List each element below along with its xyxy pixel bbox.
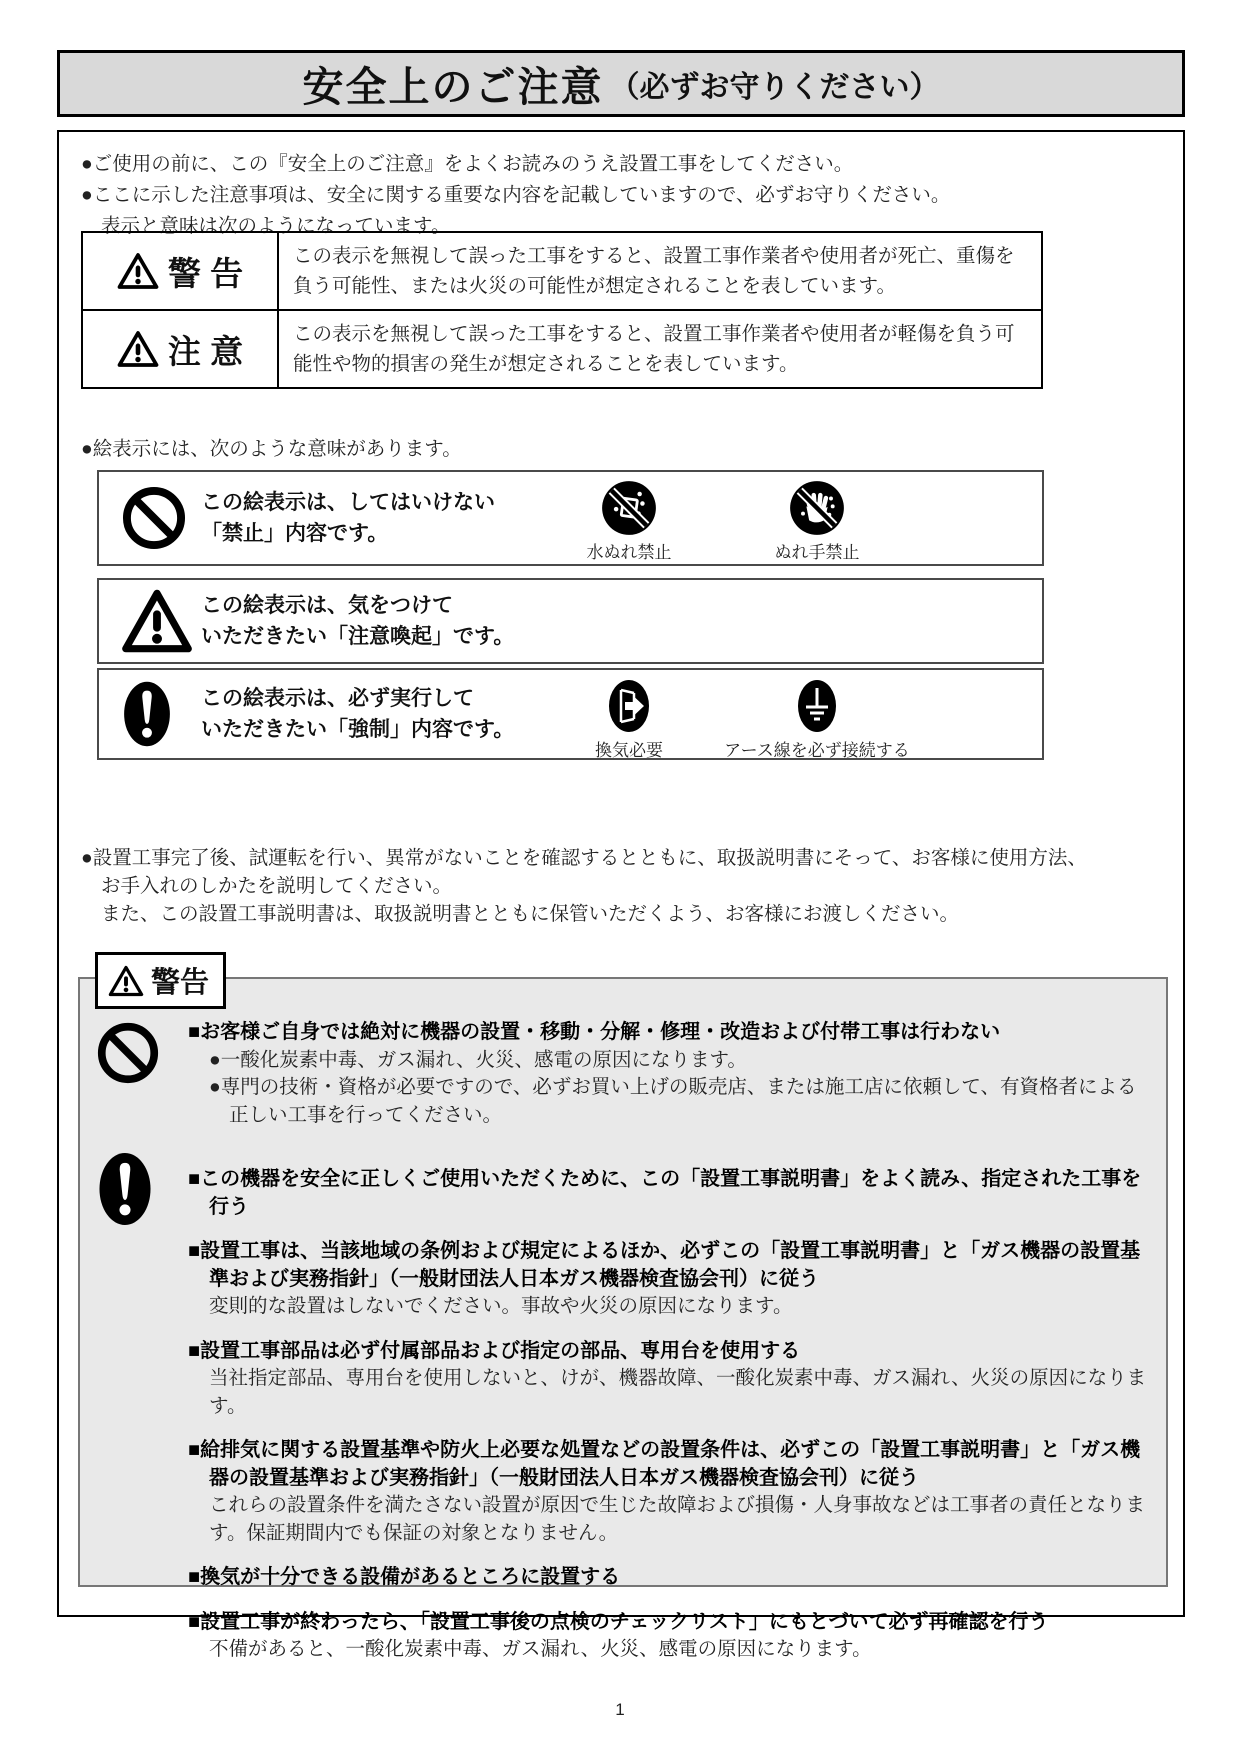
content-box (57, 130, 1185, 1660)
pictogram-box-prohibition (97, 470, 1044, 566)
warning-body (78, 977, 1168, 1660)
example-ventilation (554, 678, 704, 761)
intro-line: ●ここに示した注意事項は、安全に関する重要な内容を記載していますので、必ずお守りください。 (81, 184, 951, 206)
title-main: 安全上のご注意 (302, 64, 604, 110)
warning-item (188, 1338, 1148, 1421)
pictogram-box-caution (97, 578, 1044, 664)
warning-item-body: 当社指定部品、専用台を使用しないと、けが、機器故障、一酸化炭素中毒、ガス漏れ、火災の原因になります。 (209, 1367, 1147, 1417)
warning-item-heading: ■この機器を安全に正しくご使用いただくために、この「設置工事説明書」をよく読み、指定された工事を行う (188, 1168, 1142, 1218)
warning-item-body: これらの設置条件を満たさない設置が原因で生じた故障および損傷・人身事故などは工事者の責任となります。保証期間内でも保証の対象となりません。 (209, 1494, 1146, 1544)
page-number: 1 (615, 1700, 625, 1719)
pictogram-description: この絵表示は、気をつけて いただきたい「注意喚起」です。 (201, 594, 515, 648)
no-wet-hands-icon (717, 480, 917, 536)
warning-triangle-icon (121, 589, 193, 653)
warning-item-heading: ■設置工事部品は必ず付属部品および指定の部品、専用台を使用する (188, 1339, 801, 1362)
warning-item-bullet: ●専門の技術・資格が必要ですので、必ずお買い上げの販売店、または施工店に依頼して、有資格者による正しい工事を行ってください。 (209, 1076, 1137, 1126)
warning-header-label: 警告 (151, 967, 210, 999)
intro-line: 表示と意味は次のようになっています。 (101, 215, 451, 237)
prohibition-circle-icon (121, 485, 187, 551)
intro-paragraph (81, 149, 1151, 242)
signal-label: 注 意 (167, 332, 244, 370)
signal-description: この表示を無視して誤った工事をすると、設置工事作業者や使用者が死亡、重傷を負う可能性、または火災の可能性が想定されることを表しています。 (293, 245, 1015, 297)
warning-item (188, 1019, 1148, 1129)
prohibition-circle-icon (96, 1019, 188, 1129)
warning-item (188, 1238, 1148, 1321)
pictogram-intro: ●絵表示には、次のような意味があります。 (81, 438, 462, 460)
example-no-water (554, 480, 704, 563)
handover-paragraph (81, 844, 1161, 928)
pictogram-description: この絵表示は、してはいけない 「禁止」内容です。 (201, 491, 495, 545)
ventilation-required-icon (554, 678, 704, 734)
page-title (57, 50, 1185, 117)
warning-item-bullet: ●一酸化炭素中毒、ガス漏れ、火災、感電の原因になります。 (209, 1048, 747, 1071)
table-row (83, 309, 1041, 387)
warning-item-heading: ■設置工事は、当該地域の条例および規定によるほか、必ずこの「設置工事説明書」と「ガス機器の設置基準および実務指針」（一般財団法人日本ガス機器検査協会刊）に従う (188, 1240, 1141, 1290)
example-ground-wire (717, 678, 917, 761)
mandatory-exclamation-icon (96, 1149, 188, 1664)
warning-item-body: 不備があると、一酸化炭素中毒、ガス漏れ、火災、感電の原因になります。 (209, 1638, 872, 1660)
signal-description: この表示を無視して誤った工事をすると、設置工事作業者や使用者が軽傷を負う可能性や物的損害の発生が想定されることを表しています。 (293, 323, 1015, 375)
warning-triangle-icon (117, 252, 159, 290)
example-label: 換気必要 (595, 741, 663, 760)
title-sub: （必ずお守りください） (609, 70, 940, 104)
warning-item-heading: ■お客様ご自身では絶対に機器の設置・移動・分解・修理・改造および付帯工事は行わない (188, 1021, 1001, 1043)
warning-item-heading: ■給排気に関する設置基準や防火上必要な処置などの設置条件は、必ずこの「設置工事説明書」と「ガス機器の設置基準および実務指針」（一般財団法人日本ガス機器検査協会刊）に従う (188, 1439, 1141, 1489)
signal-word-table (81, 231, 1043, 389)
handover-line: また、この設置工事説明書は、取扱説明書とともに保管いただくよう、お客様にお渡しください。 (101, 903, 960, 925)
warning-triangle-icon (108, 965, 144, 997)
connect-ground-wire-icon (717, 678, 917, 734)
warning-item-body: 変則的な設置はしないでください。事故や火災の原因になります。 (209, 1295, 793, 1317)
example-label: ぬれ手禁止 (774, 543, 860, 562)
signal-cell-warning (83, 233, 279, 309)
table-row (83, 233, 1041, 309)
pictogram-box-mandatory (97, 668, 1044, 760)
handover-line: ●設置工事完了後、試運転を行い、異常がないことを確認するとともに、取扱説明書にそって、お客様に使用方法、 (81, 847, 1087, 869)
signal-cell-caution (83, 311, 279, 387)
handover-line: お手入れのしかたを説明してください。 (101, 875, 453, 897)
warning-group-mandatory (96, 1149, 1148, 1664)
example-label: アース線を必ず接続する (724, 741, 910, 760)
example-label: 水ぬれ禁止 (586, 543, 672, 562)
warning-item-heading: ■設置工事が終わったら、「設置工事後の点検のチェックリスト」にもとづいて必ず再確認を行う (188, 1610, 1049, 1633)
warning-item (188, 1437, 1148, 1547)
warning-item (188, 1564, 1148, 1592)
mandatory-exclamation-icon (121, 680, 173, 748)
signal-label: 警 告 (167, 254, 244, 292)
warning-group-prohibition (96, 1019, 1148, 1129)
pictogram-description: この絵表示は、必ず実行して いただきたい「強制」内容です。 (201, 687, 515, 741)
no-water-splash-icon (554, 480, 704, 536)
example-no-wet-hands (717, 480, 917, 563)
warning-header (95, 952, 226, 1009)
warning-item (188, 1166, 1148, 1221)
warning-item (188, 1609, 1148, 1664)
intro-line: ●ご使用の前に、この『安全上のご注意』をよくお読みのうえ設置工事をしてください。 (81, 153, 854, 175)
warning-item-heading: ■換気が十分できる設備があるところに設置する (188, 1566, 621, 1588)
warning-triangle-icon (117, 330, 159, 368)
